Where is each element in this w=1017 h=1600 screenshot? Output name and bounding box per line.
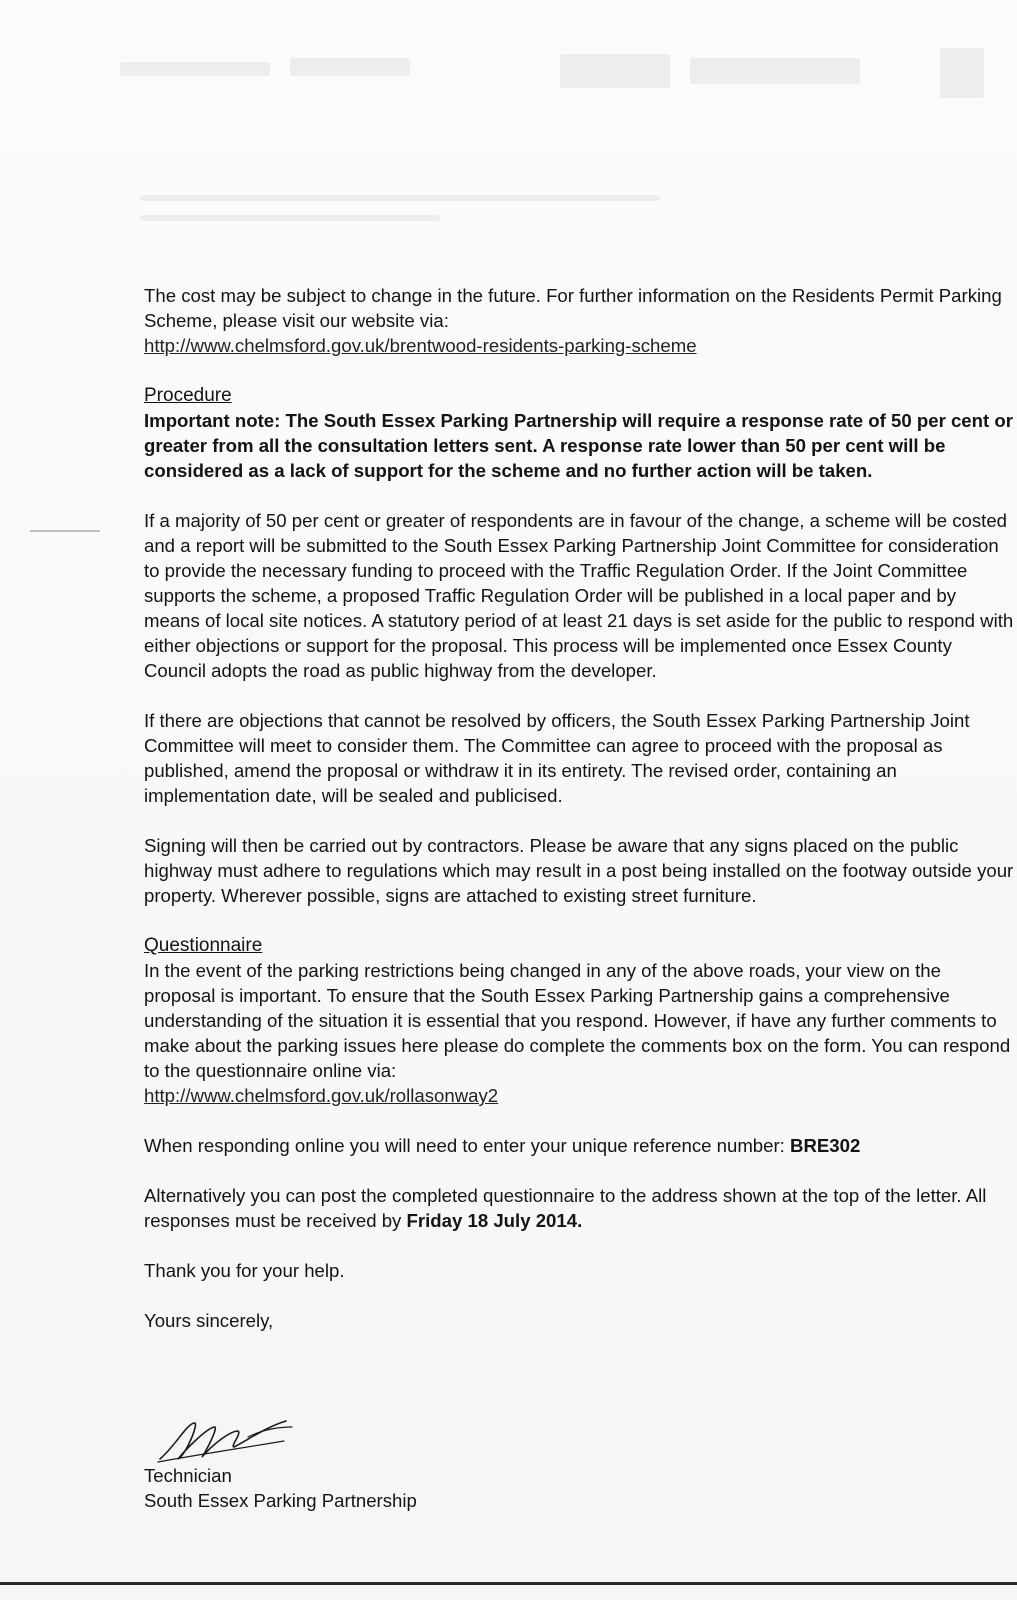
important-note: Important note: The South Essex Parking Partnership will require a response rate of 50 per cent or greater from all the consultation letters sent. A response rate lower than 50 per cent will be considered as a lack of support for the scheme and no further action will be taken. <box>144 410 1013 481</box>
signature-graphic <box>156 1415 296 1465</box>
questionnaire-link[interactable]: http://www.chelmsford.gov.uk/rollasonway2 <box>144 1085 499 1106</box>
signature-block <box>144 1463 417 1513</box>
reference-line <box>144 1133 1014 1158</box>
deadline: Friday 18 July 2014 <box>406 1210 578 1231</box>
residents-parking-link[interactable]: http://www.chelmsford.gov.uk/brentwood-residents-parking-scheme <box>144 335 697 356</box>
procedure-heading: Procedure <box>144 385 232 406</box>
signatory-organisation: South Essex Parking Partnership <box>144 1490 417 1511</box>
reference-text: When responding online you will need to enter your unique reference number: <box>144 1135 785 1156</box>
show-through-letterhead <box>120 48 1000 108</box>
procedure-paragraph-2: If there are objections that cannot be resolved by officers, the South Essex Parking Partnership Joint Committee will meet to consider them. The Committee can agree to proceed with the proposal as published, amend the proposal or withdraw it in its entirety. The revised order, containing an implementation date, will be sealed and publicised. <box>144 710 970 806</box>
questionnaire-paragraph: In the event of the parking restrictions being changed in any of the above roads, your view on the proposal is important. To ensure that the South Essex Parking Partnership gains a comprehensive understanding of the situation it is essential that you respond. However, if have any further comments to make about the parking issues here please do complete the comments box on the form. You can respond to the questionnaire online via: <box>144 960 1011 1081</box>
letter-body <box>144 283 1014 1333</box>
reference-number: BRE302 <box>790 1135 861 1156</box>
page-bottom-edge <box>0 1582 1017 1585</box>
post-paragraph: Alternatively you can post the completed questionnaire to the address shown at the top of the letter. All responses must be received by Friday 18 July 2014. <box>144 1185 987 1231</box>
thanks: Thank you for your help. <box>144 1260 345 1281</box>
show-through-text <box>140 195 1000 235</box>
valediction: Yours sincerely, <box>144 1310 274 1331</box>
cost-paragraph: The cost may be subject to change in the future. For further information on the Residents Permit Parking Scheme, please visit our website via: <box>144 285 1002 331</box>
questionnaire-heading: Questionnaire <box>144 935 263 956</box>
signatory-title: Technician <box>144 1465 232 1486</box>
post-text: Alternatively you can post the completed questionnaire to the address shown at the top of the letter. All responses must be received by <box>144 1185 987 1231</box>
procedure-paragraph-1: If a majority of 50 per cent or greater of respondents are in favour of the change, a scheme will be costed and a report will be submitted to the South Essex Parking Partnership Joint Committee for consideration to provide the necessary funding to proceed with the Traffic Regulation Order. If the Joint Committee supports the scheme, a proposed Traffic Regulation Order will be published in a local paper and by means of local site notices. A statutory period of at least 21 days is set aside for the public to respond with either objections or support for the proposal. This process will be implemented once Essex County Council adopts the road as public highway from the developer. <box>144 510 1014 681</box>
procedure-paragraph-3: Signing will then be carried out by contractors. Please be aware that any signs placed on the public highway must adhere to regulations which may result in a post being installed on the footway outside your property. Wherever possible, signs are attached to existing street furniture. <box>144 835 1014 906</box>
scan-mark <box>30 530 100 532</box>
